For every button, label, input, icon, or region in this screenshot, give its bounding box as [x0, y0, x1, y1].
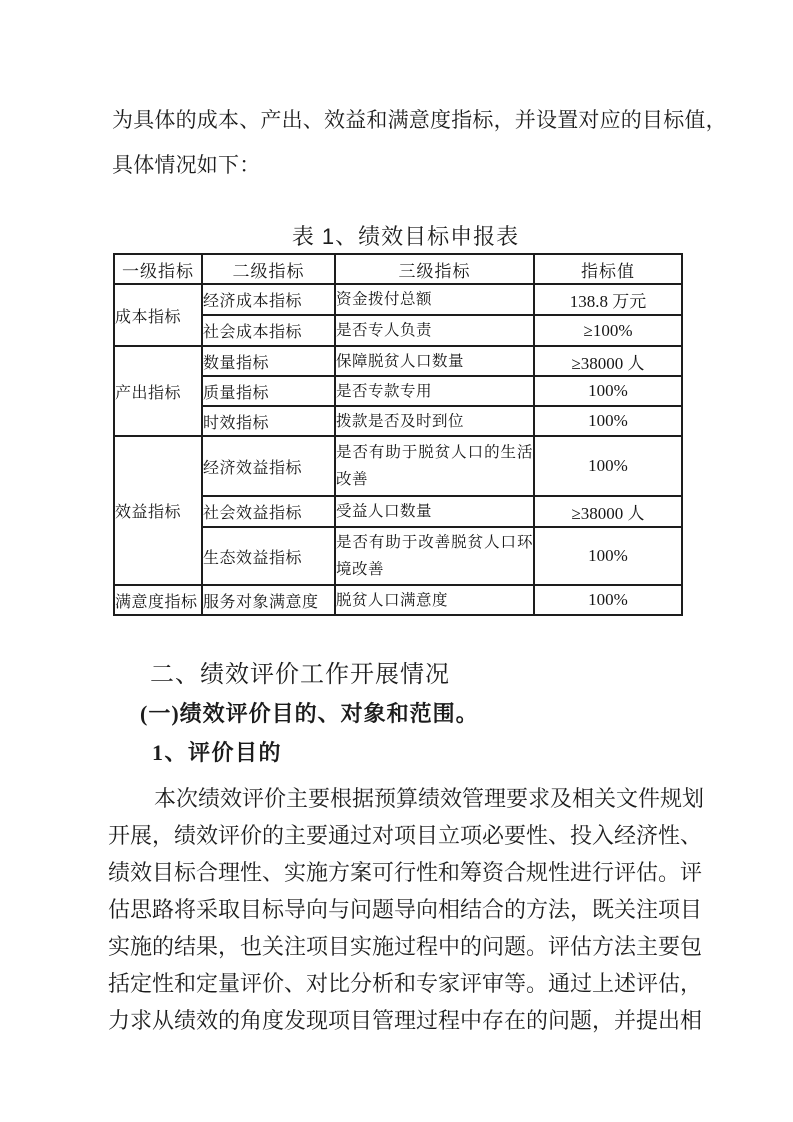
cell-level3: 保障脱贫人口数量	[335, 346, 534, 376]
cell-level1: 效益指标	[114, 436, 202, 585]
cell-level2: 质量指标	[202, 376, 335, 406]
header-level1: 一级指标	[114, 254, 202, 284]
table-row	[114, 346, 682, 376]
body-line: 括定性和定量评价、对比分析和专家评审等。通过上述评估，	[108, 971, 703, 996]
header-level3: 三级指标	[335, 254, 534, 284]
numbered-heading: 1、评价目的	[152, 740, 283, 765]
header-level2: 二级指标	[202, 254, 335, 284]
cell-level1: 产出指标	[114, 346, 202, 436]
header-value: 指标值	[534, 254, 682, 284]
cell-value: ≥38000 人	[534, 346, 682, 376]
cell-value: ≥38000 人	[534, 496, 682, 527]
body-line: 实施的结果，也关注项目实施过程中的问题。评估方法主要包	[108, 934, 703, 959]
section-heading: 二、绩效评价工作开展情况	[150, 661, 450, 688]
cell-level3: 受益人口数量	[335, 496, 534, 527]
cell-value: 100%	[534, 585, 682, 615]
intro-paragraph	[112, 98, 727, 188]
subsection-heading: (一)绩效评价目的、对象和范围。	[140, 701, 479, 726]
cell-level2: 数量指标	[202, 346, 335, 376]
cell-level2: 时效指标	[202, 406, 335, 436]
cell-level3: 是否有助于脱贫人口的生活改善	[335, 436, 534, 496]
intro-line: 为具体的成本、产出、效益和满意度指标，并设置对应的目标值，	[112, 108, 727, 132]
cell-level2: 社会效益指标	[202, 496, 335, 527]
body-paragraph	[108, 780, 727, 1039]
cell-value: 100%	[534, 406, 682, 436]
cell-level3: 是否专人负责	[335, 315, 534, 346]
cell-value: 100%	[534, 436, 682, 496]
table-row	[114, 585, 682, 615]
cell-level2: 经济成本指标	[202, 284, 335, 315]
body-line: 估思路将采取目标导向与问题导向相结合的方法，既关注项目	[108, 897, 703, 922]
cell-level3: 是否有助于改善脱贫人口环境改善	[335, 527, 534, 585]
table-row	[114, 436, 682, 496]
table-header-row	[114, 254, 682, 284]
body-line: 本次绩效评价主要根据预算绩效管理要求及相关文件规划	[154, 786, 705, 811]
cell-value: ≥100%	[534, 315, 682, 346]
cell-level2: 经济效益指标	[202, 436, 335, 496]
table-title: 表 1、绩效目标申报表	[291, 224, 520, 249]
cell-level3: 资金拨付总额	[335, 284, 534, 315]
cell-level3: 拨款是否及时到位	[335, 406, 534, 436]
cell-level1: 成本指标	[114, 284, 202, 346]
table-row	[114, 284, 682, 315]
cell-value: 100%	[534, 376, 682, 406]
body-line: 力求从绩效的角度发现项目管理过程中存在的问题，并提出相	[108, 1008, 703, 1033]
performance-target-table	[113, 253, 683, 616]
cell-level3: 脱贫人口满意度	[335, 585, 534, 615]
cell-level3: 是否专款专用	[335, 376, 534, 406]
cell-level2: 服务对象满意度	[202, 585, 335, 615]
cell-level2: 社会成本指标	[202, 315, 335, 346]
cell-value: 138.8 万元	[534, 284, 682, 315]
intro-line: 具体情况如下：	[112, 153, 261, 177]
body-line: 绩效目标合理性、实施方案可行性和筹资合规性进行评估。评	[108, 860, 703, 885]
cell-value: 100%	[534, 527, 682, 585]
body-line: 开展，绩效评价的主要通过对项目立项必要性、投入经济性、	[108, 823, 703, 848]
cell-level2: 生态效益指标	[202, 527, 335, 585]
cell-level1: 满意度指标	[114, 585, 202, 615]
